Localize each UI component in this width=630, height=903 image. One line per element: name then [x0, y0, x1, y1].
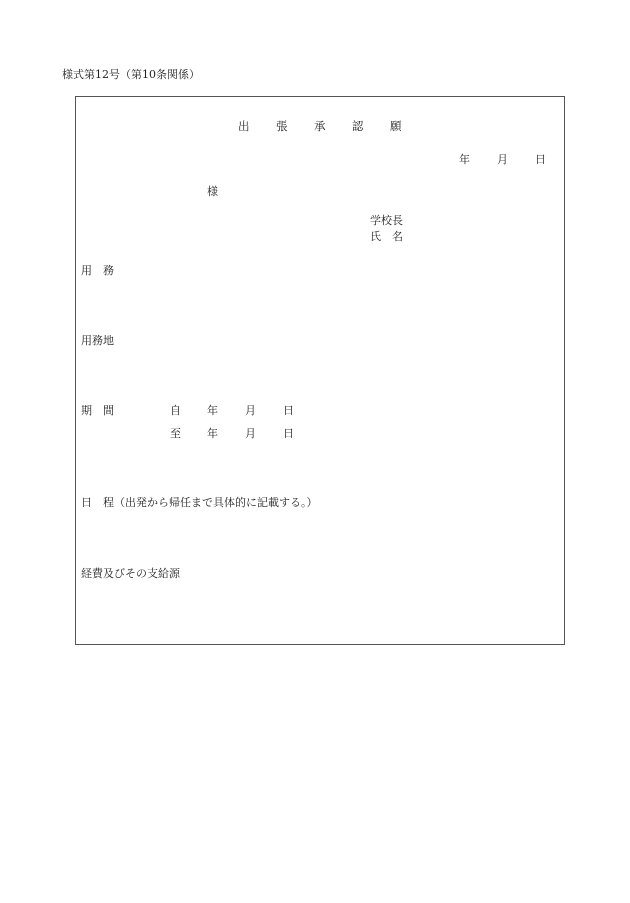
title-char-1: 出 — [238, 119, 250, 133]
business-location-label: 用務地 — [81, 334, 114, 347]
period-label: 期 間 — [81, 404, 114, 417]
period-to-month: 月 — [245, 427, 256, 440]
title-char-5: 願 — [390, 119, 402, 133]
schedule-label: 日 程（出発から帰任まで具体的に記載する。） — [81, 496, 318, 509]
form-number: 様式第12号（第10条関係） — [62, 68, 200, 81]
title-char-4: 認 — [352, 119, 364, 133]
title-char-3: 承 — [314, 119, 326, 133]
period-to-prefix: 至 — [170, 427, 181, 440]
addressee-suffix: 様 — [207, 185, 218, 198]
period-from-day: 日 — [283, 404, 294, 417]
expenses-label: 経費及びその支給源 — [81, 567, 180, 580]
date-year-label: 年 — [459, 153, 470, 166]
title-char-2: 張 — [276, 119, 288, 133]
period-from-prefix: 自 — [170, 404, 181, 417]
period-to-year: 年 — [207, 427, 218, 440]
period-from-month: 月 — [245, 404, 256, 417]
application-form-box — [75, 96, 565, 645]
date-day-label: 日 — [535, 153, 546, 166]
business-label: 用 務 — [81, 264, 114, 277]
period-from-year: 年 — [207, 404, 218, 417]
applicant-name-label: 氏 名 — [370, 230, 403, 243]
period-to-day: 日 — [283, 427, 294, 440]
applicant-title: 学校長 — [370, 214, 403, 227]
date-month-label: 月 — [497, 153, 508, 166]
